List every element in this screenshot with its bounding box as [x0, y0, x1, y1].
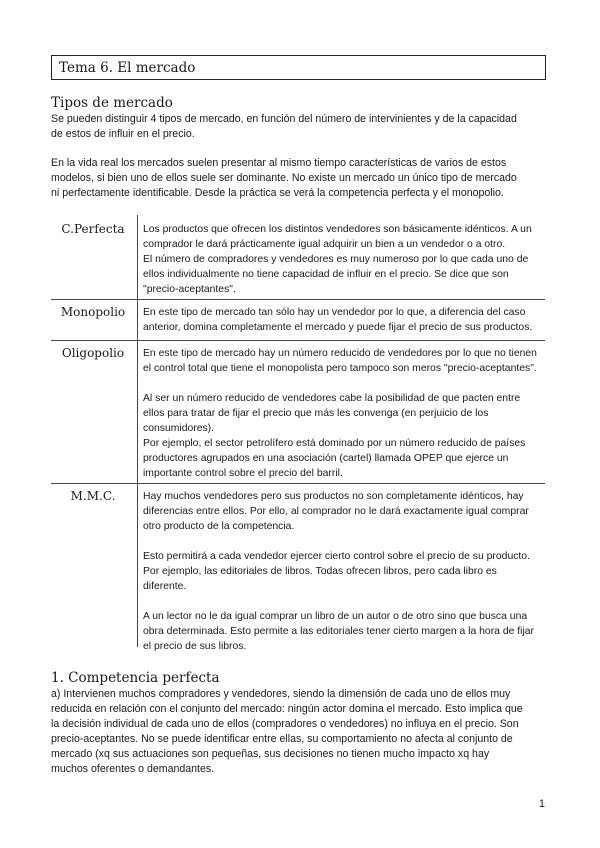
page-title-box — [51, 55, 546, 80]
intro-paragraph-1 — [51, 112, 551, 142]
text-line: productores agrupados en una asociación (cartel) llamada OPEP que ejerce un — [143, 453, 509, 464]
row-text-c-perfecta — [143, 222, 563, 297]
text-line: muchos oferentes o demandantes. — [51, 763, 215, 775]
intro-paragraph-2 — [51, 156, 551, 201]
text-line: Se pueden distinguir 4 tipos de mercado, en función del número de intervinientes y de la capacidad — [51, 113, 517, 125]
page-number: 1 — [538, 798, 545, 810]
section2-paragraph — [51, 687, 561, 777]
text-line: reducida en relación con el conjunto del mercado: ningún actor domina el mercado. Esto implica que — [51, 703, 523, 715]
text-line: mercado (xq sus actuaciones son pequeñas, sus decisiones no tienen mucho impacto xq hay — [51, 748, 490, 760]
text-line: el precio de sus libros. — [143, 641, 247, 652]
text-line — [143, 534, 563, 549]
text-line: En este tipo de mercado hay un número reducido de vendedores por lo que no tienen — [143, 348, 537, 359]
row-text-mmc — [143, 489, 563, 654]
text-line: anterior, domina completamente el mercado y puede fijar el precio de sus productos. — [143, 322, 533, 333]
text-line: de estos de influir en el precio. — [51, 128, 195, 140]
text-line: Por ejemplo, las editoriales de libros. Todas ofrecen libros, pero cada libro es — [143, 566, 497, 577]
page-title: Tema 6. El mercado — [59, 60, 196, 76]
text-line: ellos para tratar de fijar el precio que más les convenga (en perjuicio de los — [143, 408, 489, 419]
text-line: importante control sobre el precio del barril. — [143, 468, 343, 479]
text-line: ni perfectamente identificable. Desde la práctica se verá la competencia perfecta y el monopolio. — [51, 187, 504, 199]
text-line: diferencias entre ellos. Por ello, al comprador no le dará exactamente igual comprar — [143, 506, 529, 517]
text-line: En este tipo de mercado tan sólo hay un vendedor por lo que, a diferencia del caso — [143, 307, 526, 318]
section-title: Tipos de mercado — [51, 95, 173, 111]
text-line: Esto permitirá a cada vendedor ejercer cierto control sobre el precio de su producto. — [143, 551, 530, 562]
text-line: a) Intervienen muchos compradores y vendedores, siendo la dimensión de cada uno de ellos muy — [51, 688, 511, 700]
text-line: A un lector no le da igual comprar un libro de un autor o de otro sino que busca una — [143, 611, 528, 622]
text-line: ellos individualmente no tiene capacidad de influir en el precio. Se dice que son — [143, 269, 509, 280]
text-line: la decisión individual de cada uno de ellos (compradores o vendedores) no influya en el precio. Son — [51, 718, 519, 730]
row-label-monopolio: Monopolio — [60, 305, 126, 319]
text-line: Los productos que ofrecen los distintos vendedores son básicamente idénticos. A un — [143, 224, 532, 235]
text-line: el control total que tiene el monopolista pero tampoco son meros "precio-aceptantes". — [143, 363, 537, 374]
row-text-oligopolio — [143, 346, 563, 481]
text-line: obra determinada. Esto permite a las editoriales tener cierto margen a la hora de fijar — [143, 626, 535, 637]
text-line: En la vida real los mercados suelen presentar al mismo tiempo características de varios de estos — [51, 157, 507, 169]
text-line: consumidores). — [143, 423, 215, 434]
row-divider — [51, 299, 545, 300]
text-line: Por ejemplo, el sector petrolífero está dominado por un número reducido de países — [143, 438, 526, 449]
row-divider — [51, 483, 545, 484]
text-line: El número de compradores y vendedores es muy numeroso por lo que cada uno de — [143, 254, 529, 265]
text-line — [143, 594, 563, 609]
row-label-c-perfecta: C.Perfecta — [61, 222, 125, 236]
table-column-divider — [137, 215, 138, 647]
section2-title: 1. Competencia perfecta — [51, 670, 220, 686]
row-label-oligopolio: Oligopolio — [61, 346, 125, 360]
row-text-monopolio — [143, 305, 563, 335]
text-line — [143, 376, 563, 391]
text-line: precio-aceptantes. No se puede identificar entre ellas, su comportamiento no afecta al conjunto de — [51, 733, 513, 745]
text-line: otro producto de la competencia. — [143, 521, 295, 532]
row-label-mmc: M.M.C. — [70, 489, 116, 503]
text-line: comprador le dará prácticamente igual adquirir un bien a un vendedor o a otro. — [143, 239, 506, 250]
text-line: Al ser un número reducido de vendedores cabe la posibilidad de que pacten entre — [143, 393, 521, 404]
text-line: Hay muchos vendedores pero sus productos no son completamente idénticos, hay — [143, 491, 524, 502]
text-line: diferente. — [143, 581, 187, 592]
row-divider — [51, 340, 545, 341]
text-line: modelos, si bien uno de ellos suele ser dominante. No existe un mercado un único tipo de mercado — [51, 172, 517, 184]
text-line: "precio-aceptantes". — [143, 284, 236, 295]
